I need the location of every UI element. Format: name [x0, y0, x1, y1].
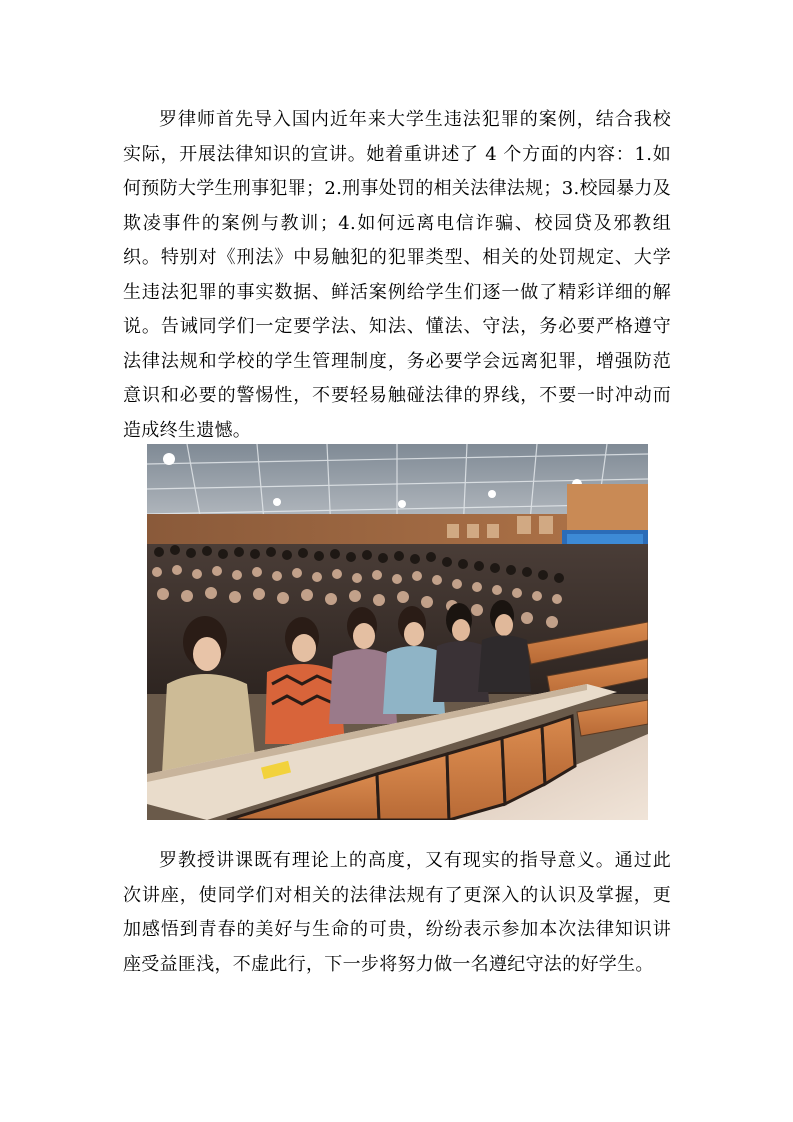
- body-paragraph-2: 罗教授讲课既有理论上的高度，又有现实的指导意义。通过此次讲座，使同学们对相关的法律法规有了更深入的认识及掌握，更加感悟到青春的美好与生命的可贵，纷纷表示参加本次法律知识讲座受益匪浅，不虚此行，下一步将努力做一名遵纪守法的好学生。: [123, 850, 671, 975]
- lecture-hall-photo: [147, 444, 648, 820]
- body-paragraph-1: 罗律师首先导入国内近年来大学生违法犯罪的案例，结合我校实际，开展法律知识的宣讲。她着重讲述了 4 个方面的内容：1.如何预防大学生刑事犯罪；2.刑事处罚的相关法律法规；3.校园暴力及欺凌事件的案例与教训；4.如何远离电信诈骗、校园贷及邪教组织。特别对《刑法》中易触犯的犯罪类型、相关的处罚规定、大学生违法犯罪的事实数据、鲜活案例给学生们逐一做了精彩详细的解说。告诫同学们一定要学法、知法、懂法、守法，务必要严格遵守法律法规和学校的学生管理制度，务必要学会远离犯罪，增强防范意识和必要的警惕性，不要轻易触碰法律的界线，不要一时冲动而造成终生遗憾。: [123, 109, 671, 441]
